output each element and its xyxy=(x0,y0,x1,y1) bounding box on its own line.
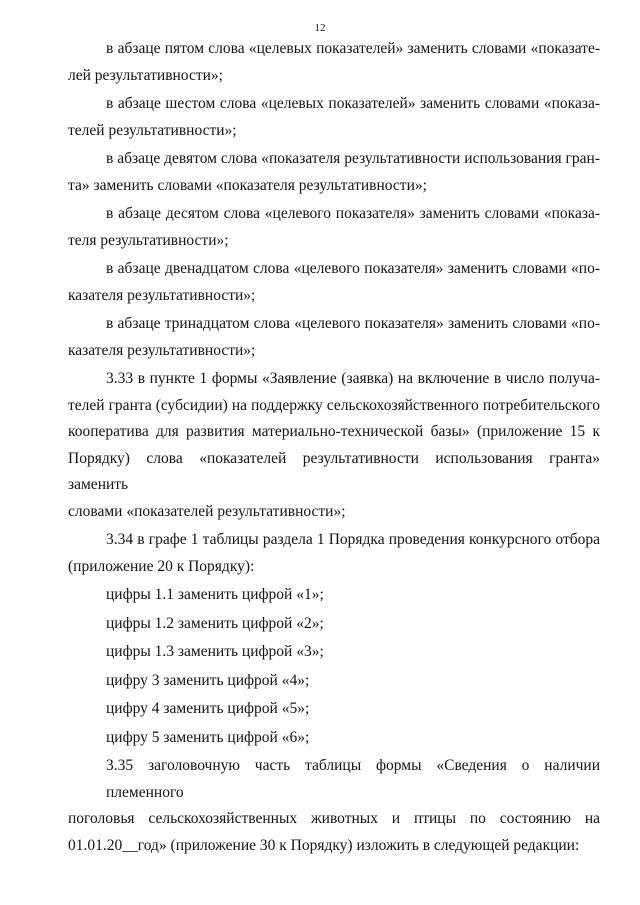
text-line: цифру 4 заменить цифрой «5»; xyxy=(106,700,310,717)
paragraph xyxy=(68,36,600,89)
text-line: лей результативности»; xyxy=(68,66,223,84)
paragraph xyxy=(68,527,600,580)
text-line: в абзаце девятом слова «показателя результативности использования гран- xyxy=(106,150,600,167)
page-number: 12 xyxy=(314,22,326,34)
text-line: поголовья сельскохозяйственных животных и птицы по состоянию на xyxy=(68,810,600,827)
text-line: (приложение 20 к Порядку): xyxy=(68,557,255,575)
text-line: казателя результативности»; xyxy=(68,286,256,304)
document-body xyxy=(68,36,600,859)
list-item xyxy=(68,639,600,666)
text-line: та» заменить словами «показателя результативности»; xyxy=(68,176,427,194)
text-line: в абзаце шестом слова «целевых показателей» заменить словами «показа- xyxy=(106,95,600,112)
paragraph xyxy=(68,146,600,199)
paragraph xyxy=(68,91,600,144)
paragraph xyxy=(68,256,600,309)
text-line: в абзаце тринадцатом слова «целевого показателя» заменить словами «по- xyxy=(106,315,600,332)
text-line: 3.33 в пункте 1 формы «Заявление (заявка) на включение в число получа- xyxy=(106,370,600,387)
text-line: цифры 1.3 заменить цифрой «3»; xyxy=(106,643,324,660)
list-item xyxy=(68,696,600,723)
text-line: 3.35 заголовочную часть таблицы формы «Сведения о наличии племенного xyxy=(106,757,600,801)
text-line: цифры 1.1 заменить цифрой «1»; xyxy=(106,586,324,603)
text-line: телей гранта (субсидии) на поддержку сельскохозяйственного потребительского xyxy=(68,396,600,414)
paragraph xyxy=(68,753,600,859)
paragraph xyxy=(68,201,600,254)
text-line: теля результативности»; xyxy=(68,231,229,249)
text-line: кооператива для развития материально-технической базы» (приложение 15 к xyxy=(68,423,600,440)
text-line: казателя результативности»; xyxy=(68,341,256,359)
text-line: цифру 3 заменить цифрой «4»; xyxy=(106,671,310,689)
list-item xyxy=(68,611,600,638)
paragraph xyxy=(68,366,600,525)
text-line: 01.01.20__год» (приложение 30 к Порядку) изложить в следующей редакции: xyxy=(68,836,580,854)
paragraph xyxy=(68,311,600,364)
text-line: в абзаце пятом слова «целевых показателей» заменить словами «показате- xyxy=(106,40,600,57)
text-line: цифры 1.2 заменить цифрой «2»; xyxy=(106,614,324,632)
text-line: телей результативности»; xyxy=(68,121,237,139)
text-line: цифру 5 заменить цифрой «6»; xyxy=(106,728,310,746)
text-line: 3.34 в графе 1 таблицы раздела 1 Порядка проведения конкурсного отбора xyxy=(106,531,600,548)
text-line: в абзаце десятом слова «целевого показателя» заменить словами «показа- xyxy=(106,205,600,222)
list-item xyxy=(68,725,600,752)
list-item xyxy=(68,582,600,609)
text-line: в абзаце двенадцатом слова «целевого показателя» заменить словами «по- xyxy=(106,260,600,277)
text-line: Порядку) слова «показателей результативности использования гранта» заменить xyxy=(68,449,600,493)
text-line: словами «показателей результативности»; xyxy=(68,502,346,520)
list-item xyxy=(68,668,600,695)
